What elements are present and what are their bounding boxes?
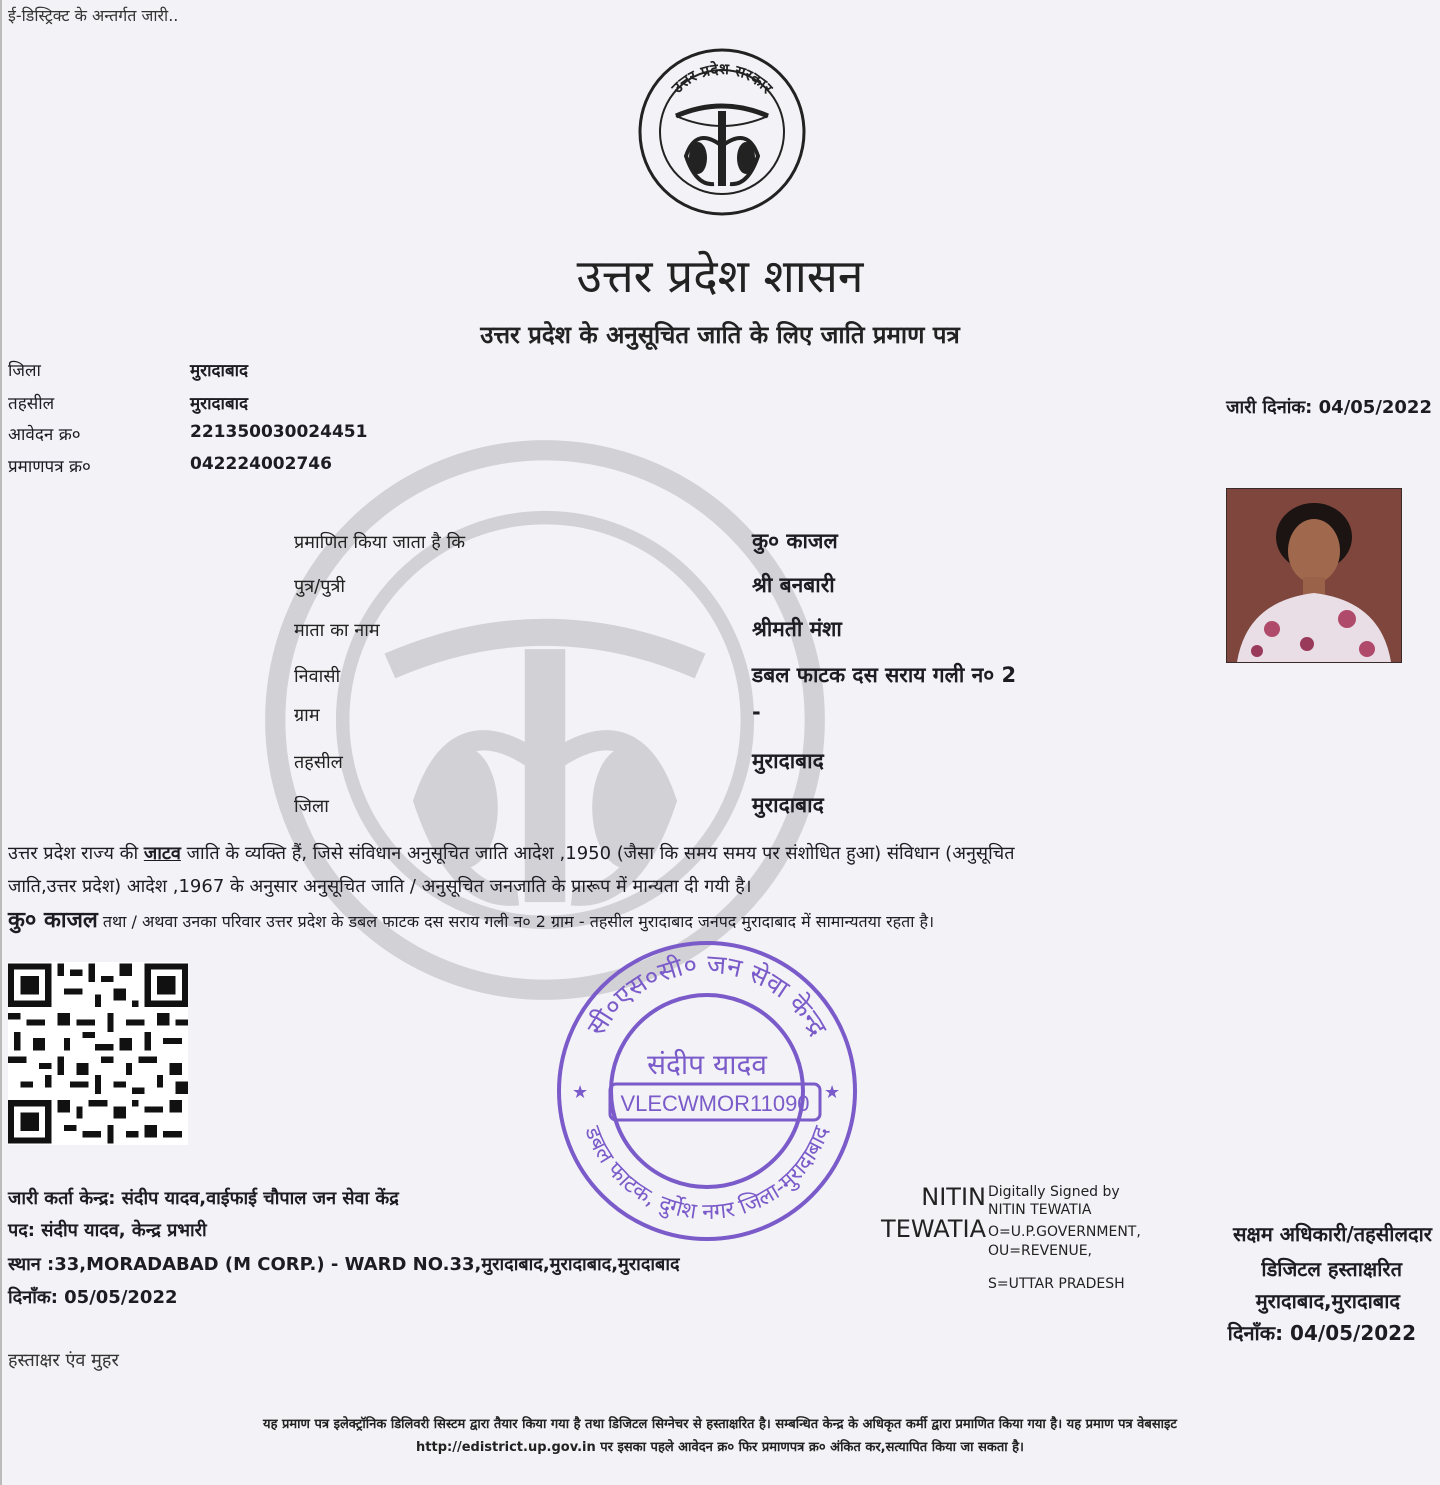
- certificate-label: प्रमाणपत्र क्र०: [8, 457, 91, 477]
- detail-tehsil-value: मुरादाबाद: [752, 749, 824, 773]
- seal-label: हस्ताक्षर एंव मुहर: [8, 1350, 119, 1371]
- application-label: आवेदन क्र०: [8, 425, 81, 445]
- page-edge: [0, 0, 2, 1485]
- stamp-code: VLECWMOR11090: [620, 1091, 810, 1116]
- issued-under-note: ई-डिस्ट्रिक्ट के अन्तर्गत जारी..: [8, 6, 179, 25]
- signing-officer: सक्षम अधिकारी/तहसीलदार: [1232, 1222, 1432, 1246]
- certificate-number: 042224002746: [190, 454, 332, 474]
- tehsil-label: तहसील: [8, 394, 55, 414]
- issuer-date: दिनाँक: 05/05/2022: [8, 1287, 178, 1308]
- signer-last-name: TEWATIA: [881, 1215, 986, 1243]
- certificate-subtitle: उत्तर प्रदेश के अनुसूचित जाति के लिए जाति प्रमाण पत्र: [480, 321, 960, 349]
- signer-name: [852, 1181, 986, 1245]
- footer-note-line-2: http://edistrict.up.gov.in पर इसका पहले आवेदन क्र० फिर प्रमाणपत्र क्र० अंकित कर,सत्यापित किया जा सकता है।: [416, 1440, 1024, 1455]
- body-applicant-name: कु० काजल: [8, 908, 98, 933]
- detail-label: जिला: [294, 796, 329, 817]
- detail-district-value: मुरादाबाद: [752, 793, 824, 817]
- sig-meta-line: S=UTTAR PRADESH: [988, 1276, 1125, 1292]
- signing-date: दिनाँक: 04/05/2022: [1227, 1321, 1416, 1345]
- body-text: जाति के व्यक्ति हैं, जिसे संविधान अनुसूचित जाति आदेश ,1950 (जैसा कि समय समय पर संशोधित हुआ) संविधान (अनुसूचित: [180, 843, 1015, 864]
- village-value: -: [752, 700, 761, 724]
- csc-stamp: [552, 936, 862, 1246]
- issuing-center: जारी कर्ता केन्द्र: संदीप यादव,वाईफाई चौपाल जन सेवा केंद्र: [8, 1188, 399, 1209]
- stamp-bottom-text: डबल फाटक, दुर्गेश नगर जिला-मुरादाबाद: [579, 1123, 835, 1226]
- issuer-post: पद: संदीप यादव, केन्द्र प्रभारी: [8, 1220, 207, 1241]
- stamp-star-icon: ★: [824, 1082, 841, 1103]
- detail-label: प्रमाणित किया जाता है कि: [294, 532, 466, 553]
- detail-label: ग्राम: [294, 705, 320, 726]
- district-label: जिला: [8, 361, 41, 381]
- stamp-star-icon: ★: [572, 1082, 589, 1103]
- applicant-name: कु० काजल: [752, 529, 838, 553]
- district-value: मुरादाबाद: [190, 361, 249, 381]
- signing-location: मुरादाबाद,मुरादाबाद: [1255, 1289, 1400, 1313]
- qr-code: [8, 962, 188, 1145]
- sig-meta-line: NITIN TEWATIA: [988, 1202, 1092, 1218]
- stamp-top-text: सी०एस०सी० जन सेवा केन्द्र: [581, 949, 833, 1042]
- tehsil-value: मुरादाबाद: [190, 394, 249, 414]
- application-number: 221350030024451: [190, 422, 368, 442]
- body-line-3: [8, 904, 934, 934]
- footer-note-line-1: यह प्रमाण पत्र इलेक्ट्रॉनिक डिलिवरी सिस्टम द्वारा तैयार किया गया है तथा डिजिटल सिग्नेचर से हस्ताक्षरित है। सम्बन्धित केन्द्र के अधिकृत कर्मी द्वारा प्रमाणित किया गया है। यह प्रमाण पत्र वेबसाइट: [263, 1417, 1177, 1432]
- up-emblem-icon: [636, 46, 808, 218]
- issue-date: जारी दिनांक: 04/05/2022: [1226, 397, 1432, 418]
- body-text: तथा / अथवा उनका परिवार उत्तर प्रदेश के डबल फाटक दस सराय गली न० 2 ग्राम - तहसील मुरादाबाद जनपद मुरादाबाद में सामान्यतया रहता है।: [97, 912, 935, 931]
- detail-label: माता का नाम: [294, 620, 380, 641]
- detail-label: निवासी: [294, 666, 341, 687]
- detail-label: तहसील: [294, 752, 343, 773]
- stamp-name: संदीप यादव: [647, 1048, 767, 1081]
- sig-meta-line: OU=REVENUE,: [988, 1243, 1093, 1259]
- body-line-1: [8, 841, 1014, 865]
- applicant-photo: [1226, 488, 1402, 663]
- father-name: श्री बनबारी: [752, 573, 835, 597]
- signer-first-name: NITIN: [921, 1183, 986, 1211]
- digital-signed-label: डिजिटल हस्ताक्षरित: [1261, 1257, 1402, 1281]
- issuer-place: स्थान :33,MORADABAD (M CORP.) - WARD NO.33,मुरादाबाद,मुरादाबाद,मुरादाबाद: [8, 1254, 680, 1275]
- emblem-text: उत्तर प्रदेश सरकार: [667, 59, 777, 97]
- body-line-2: जाति,उत्तर प्रदेश) आदेश ,1967 के अनुसार अनुसूचित जाति / अनुसूचित जनजाति के प्रारूप में मान्यता दी गयी है।: [8, 876, 752, 897]
- sig-meta-line: O=U.P.GOVERNMENT,: [988, 1224, 1141, 1240]
- page-title: उत्तर प्रदेश शासन: [576, 249, 864, 303]
- resident-address: डबल फाटक दस सराय गली न० 2: [752, 663, 1017, 687]
- detail-label: पुत्र/पुत्री: [294, 576, 346, 597]
- body-text: उत्तर प्रदेश राज्य की: [8, 843, 144, 864]
- sig-meta-line: Digitally Signed by: [988, 1184, 1120, 1200]
- svg-text:उत्तर प्रदेश सरकार: [667, 60, 777, 98]
- caste-name: जाटव: [143, 843, 181, 864]
- mother-name: श्रीमती मंशा: [752, 617, 842, 641]
